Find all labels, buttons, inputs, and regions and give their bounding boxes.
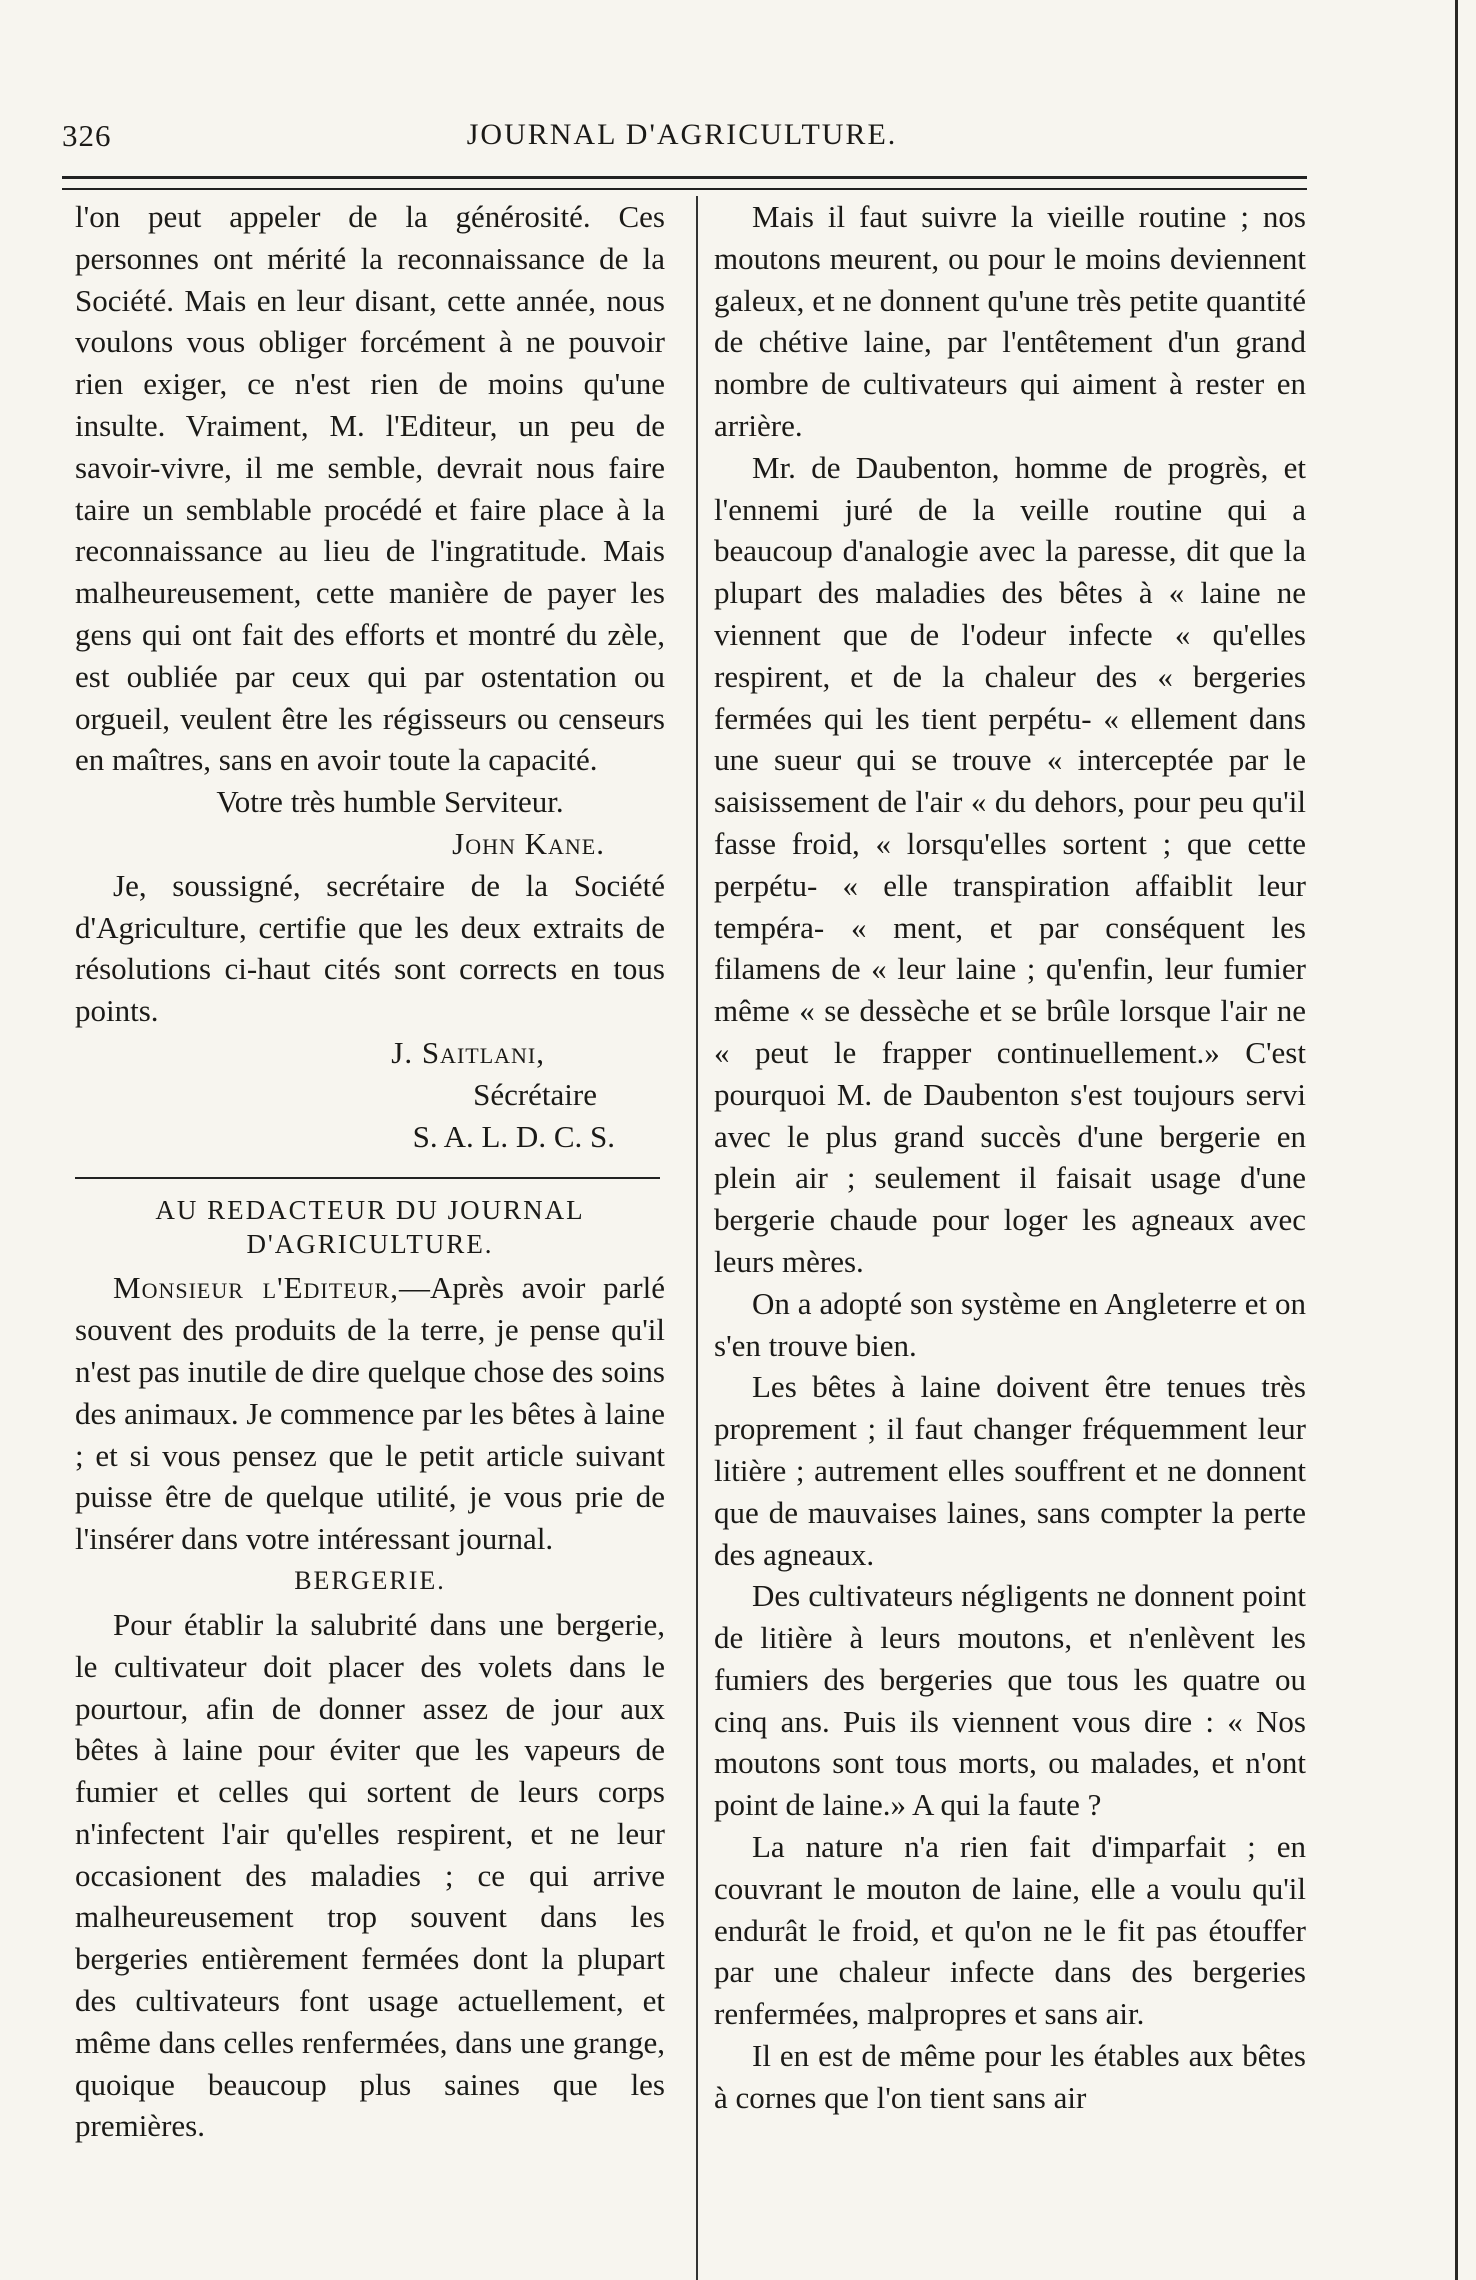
certification-paragraph: Je, soussigné, secrétaire de la Société d'Agriculture, certifie que les deux extraits de résolutions ci-haut cités sont corrects en tous points. bbox=[75, 867, 665, 1029]
letter-signature: John Kane. bbox=[452, 825, 605, 861]
page-header bbox=[62, 118, 1302, 158]
bergerie-heading: BERGERIE. bbox=[294, 1565, 446, 1595]
right-paragraph-1: Mais il faut suivre la vieille routine ; nos moutons meurent, ou pour le moins deviennent galeux, et ne donnent qu'une très petite quantité de chétive laine, par l'entêtement d'un grand nombre de cultivateurs qui aiment à rester en arrière. bbox=[714, 199, 1306, 443]
right-column bbox=[714, 196, 1306, 2119]
certifier-name: J. Saitlani, bbox=[391, 1034, 545, 1070]
letter-continuation: l'on peut appeler de la générosité. Ces personnes ont mérité la reconnaissance de la Société. Mais en leur disant, cette année, nous voulons vous obliger forcément à ne pouvoir rien exiger, ce n'est rien de moins qu'une insulte. Vraiment, M. l'Editeur, un peu de savoir-vivre, il me semble, devrait nous faire taire un semblable procédé et faire place à la reconnaissance au lieu de l'ingratitude. Mais malheureusement, cette manière de payer les gens qui ont fait des efforts et montré du zèle, est oubliée par ceux qui par ostentation ou orgueil, veulent être les régisseurs ou censeurs en maîtres, sans en avoir toute la capacité. bbox=[75, 199, 665, 778]
column-divider bbox=[696, 196, 698, 2280]
certifier-org: S. A. L. D. C. S. bbox=[412, 1118, 615, 1154]
bergerie-paragraph-1: Pour établir la salubrité dans une bergerie, le cultivateur doit placer des volets dans le pourtour, afin de donner assez de jour aux bêtes à laine pour éviter que les vapeurs de fumier et celles qui sortent de leurs corps n'infectent l'air qu'elles respirent, et ne leur occasionent des maladies ; ce qui arrive malheureusement trop souvent dans les bergeries entièrement fermées dont la plupart des cultivateurs font usage actuellement, et même dans celles renfermées, dans une grange, quoique beaucoup plus saines que les premières. bbox=[75, 1606, 665, 2144]
left-column bbox=[75, 196, 665, 2147]
header-double-rule bbox=[62, 176, 1307, 190]
certifier-title: Sécrétaire bbox=[473, 1076, 597, 1112]
right-paragraph-2: Mr. de Daubenton, homme de progrès, et l'ennemi juré de la veille routine qui a beaucoup d'analogie avec la paresse, dit que la plupart des maladies des bêtes à « laine ne viennent que de l'odeur infecte « qu'elles respirent, et de la chaleur des « bergeries fermées qui les tient perpétu- « ellement dans une sueur qui se trouve « interceptée par le saisissement de l'air « du dehors, pour peu qu'il fasse froid, « lorsqu'elles sortent ; que cette perpétu- « elle transpiration affaiblit leur tempéra- « ment, et par conséquent les filamens de « leur laine ; qu'enfin, leur fumier même « se dessèche et se brûle lorsque l'air ne « peut le frapper continuellement.» C'est pourquoi M. de Daubenton s'est toujours servi avec le plus grand succès d'une bergerie en plein air ; seulement il faisait usage d'une bergerie chaude pour loger les agneaux avec leurs mères. bbox=[714, 449, 1306, 1279]
salutation: Monsieur l'Editeur, bbox=[113, 1270, 399, 1306]
page-edge-line bbox=[1455, 0, 1458, 2280]
section-rule bbox=[75, 1177, 660, 1179]
right-paragraph-3: On a adopté son système en Angleterre et on s'en trouve bien. bbox=[714, 1285, 1306, 1363]
right-paragraph-6: La nature n'a rien fait d'imparfait ; en couvrant le mouton de laine, elle a voulu qu'il endurât le froid, et qu'on ne le fit pas étouffer par une chaleur infecte dans des bergeries renfermées, malpropres et sans air. bbox=[714, 1829, 1306, 2032]
running-title: JOURNAL D'AGRICULTURE. bbox=[466, 118, 898, 151]
letter-intro bbox=[75, 1267, 665, 1560]
right-paragraph-7: Il en est de même pour les étables aux bêtes à cornes que l'on tient sans air bbox=[714, 2038, 1306, 2115]
letter-heading: AU REDACTEUR DU JOURNAL D'AGRICULTURE. bbox=[155, 1195, 585, 1260]
letter-closing: Votre très humble Serviteur. bbox=[216, 784, 564, 820]
page-number: 326 bbox=[62, 118, 112, 153]
right-paragraph-5: Des cultivateurs négligents ne donnent point de litière à leurs moutons, et n'enlèvent les fumiers des bergeries que tous les quatre ou cinq ans. Puis ils viennent vous dire : « Nos moutons sont tous morts, ou malades, et n'ont point de laine.» A qui la faute ? bbox=[714, 1578, 1306, 1823]
intro-text: —Après avoir parlé souvent des produits de la terre, je pense qu'il n'est pas inutile de dire quelque chose des soins des animaux. Je commence par les bêtes à laine ; et si vous pensez que le petit article suivant puisse être de quelque utilité, je vous prie de l'insérer dans votre intéressant journal. bbox=[75, 1270, 666, 1557]
right-paragraph-4: Les bêtes à laine doivent être tenues très proprement ; il faut changer fréquemment leur litière ; autrement elles souffrent et ne donnent que de mauvaises laines, sans compter la perte des agneaux. bbox=[714, 1369, 1306, 1572]
